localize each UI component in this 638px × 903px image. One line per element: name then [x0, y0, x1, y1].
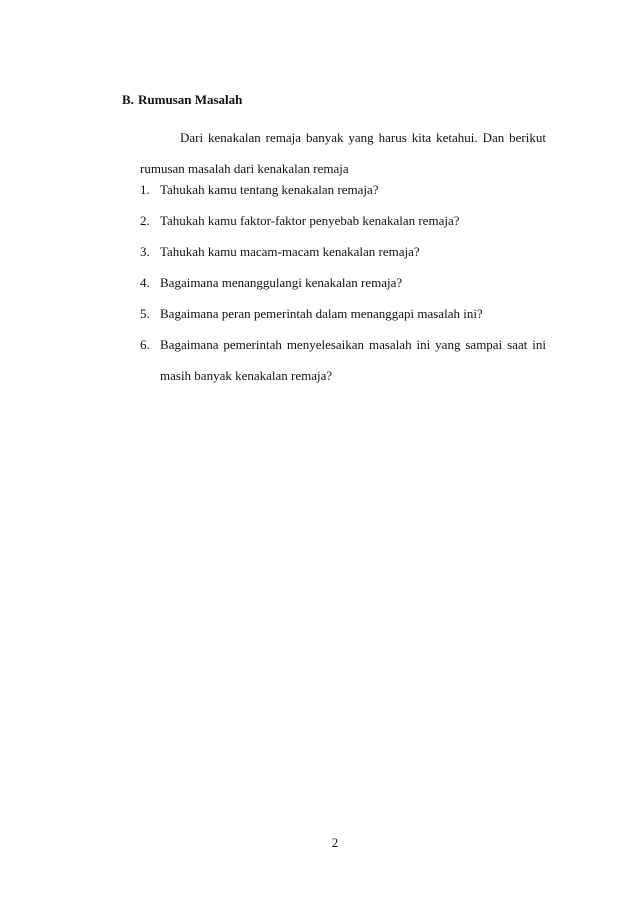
list-item-number: 1.	[140, 182, 150, 197]
intro-paragraph: Dari kenakalan remaja banyak yang harus kita ketahui. Dan berikut rumusan masalah dari kenakalan remaja	[140, 130, 546, 176]
list-item-text: Bagaimana menanggulangi kenakalan remaja?	[160, 275, 403, 290]
section-heading	[122, 92, 242, 108]
list-item-number: 5.	[140, 306, 150, 321]
list-item	[140, 174, 546, 205]
list-item-text: Tahukah kamu tentang kenakalan remaja?	[160, 182, 379, 197]
list-item-text: Tahukah kamu macam-macam kenakalan remaja?	[160, 244, 420, 259]
list-item	[140, 329, 546, 391]
list-item-number: 4.	[140, 275, 150, 290]
page-number: 2	[331, 835, 339, 850]
list-item-text: Bagaimana peran pemerintah dalam menanggapi masalah ini?	[160, 306, 483, 321]
problem-list	[140, 174, 546, 391]
list-item	[140, 205, 546, 236]
list-item-text: Tahukah kamu faktor-faktor penyebab kenakalan remaja?	[160, 213, 460, 228]
list-item	[140, 236, 546, 267]
section-title: Rumusan Masalah	[138, 92, 243, 107]
list-item-number: 3.	[140, 244, 150, 259]
list-item-text: Bagaimana pemerintah menyelesaikan masalah ini yang sampai saat ini masih banyak kenakalan remaja?	[160, 337, 546, 383]
list-item-number: 6.	[140, 337, 150, 352]
section-letter: B.	[122, 92, 134, 107]
list-item	[140, 267, 546, 298]
list-item-number: 2.	[140, 213, 150, 228]
list-item	[140, 298, 546, 329]
